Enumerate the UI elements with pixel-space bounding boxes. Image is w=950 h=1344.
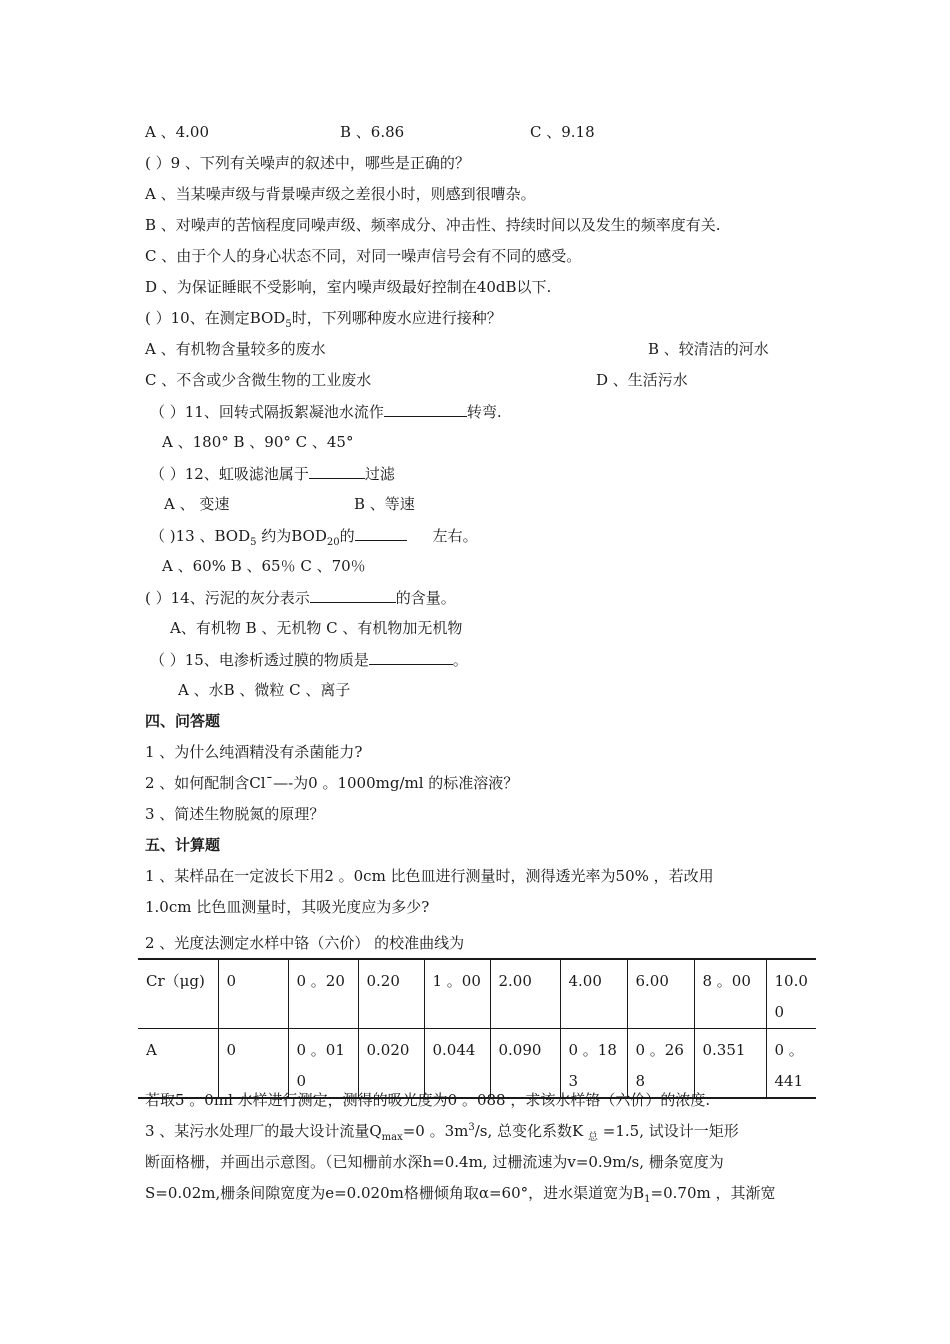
- table-cell: 0 。268: [627, 1029, 694, 1099]
- table-cell: 0: [218, 1029, 288, 1099]
- q3-l3-sub: 1: [644, 1194, 651, 1205]
- table-cell: 0.351: [694, 1029, 766, 1099]
- q13-options: A 、60% B 、65％ C 、70％: [162, 557, 366, 575]
- q12-stem-post: 过滤: [364, 465, 395, 483]
- table-cell: 0: [218, 959, 288, 1029]
- q3-l1-a: 3 、某污水处理厂的最大设计流量Q: [145, 1122, 382, 1140]
- q11-options: A 、180° B 、90° C 、45°: [162, 433, 354, 451]
- table-row: [138, 1029, 816, 1099]
- q3-l1-d: =1.5, 试设计一矩形: [598, 1122, 739, 1140]
- q13-stem: [150, 525, 478, 546]
- table-cell: 2.00: [490, 959, 560, 1029]
- q15-options: A 、水B 、微粒 C 、离子: [178, 681, 351, 699]
- q13-blank: [355, 525, 407, 541]
- q10-option-a: A 、有机物含量较多的废水: [145, 340, 326, 358]
- q11-stem: [150, 401, 502, 422]
- table-cell: 0 。183: [560, 1029, 627, 1099]
- section4-q3: 3 、简述生物脱氮的原理？: [145, 805, 325, 823]
- calibration-table: [138, 958, 816, 1099]
- q8-option-a: A 、4.00: [145, 123, 209, 141]
- q9-option-a: A 、当某噪声级与背景噪声级之差很小时，则感到很嘈杂。: [145, 185, 536, 203]
- section5-q2-after: 若取5 。0ml 水样进行测定，测得的吸光度为0 。088 ，求该水样铬（六价）的浓度.: [145, 1091, 711, 1109]
- q12-blank: [309, 463, 365, 479]
- q3-l1-sub: max: [381, 1132, 403, 1143]
- section5-title: 五、计算题: [145, 836, 221, 854]
- table-cell: 4.00: [560, 959, 627, 1029]
- section4-q1: 1 、为什么纯酒精没有杀菌能力?: [145, 743, 363, 761]
- q14-stem-post: 的含量。: [395, 589, 456, 607]
- q3-l1-sub2: 总: [588, 1132, 599, 1143]
- q15-stem: [150, 649, 468, 670]
- q10-stem-pre: ( ）10、在测定BOD: [145, 309, 286, 327]
- q9-option-d: D 、为保证睡眠不受影响，室内噪声级最好控制在40dB以下.: [145, 278, 552, 296]
- q11-blank: [384, 401, 467, 417]
- section5-q2-intro: 2 、光度法测定水样中铬（六价） 的校准曲线为: [145, 934, 465, 952]
- section5-q1-line1: 1 、某样品在一定波长下用2 。0cm 比色皿进行测量时，测得透光率为50% ，若改用: [145, 867, 714, 885]
- q10-option-b: B 、较清洁的河水: [648, 340, 769, 358]
- q3-l1-b: =0 。3m: [402, 1122, 469, 1140]
- q15-stem-post: 。: [452, 651, 468, 669]
- section4-title: 四、问答题: [145, 712, 221, 730]
- q14-stem-pre: ( ）14、污泥的灰分表示: [145, 589, 310, 607]
- q12-stem-pre: （ ）12、虹吸滤池属于: [150, 465, 309, 483]
- table-cell: 0.044: [424, 1029, 490, 1099]
- table-cell: Cr（μg): [138, 959, 218, 1029]
- q13-s1: 5: [250, 537, 257, 548]
- table-cell: 0 。20: [288, 959, 358, 1029]
- q10-stem-sub: 5: [285, 319, 292, 330]
- q8-option-b: B 、6.86: [340, 123, 405, 141]
- q14-stem: [145, 587, 456, 608]
- table-cell: 1 。00: [424, 959, 490, 1029]
- q3-l3-b: =0.70m ，其渐宽: [650, 1184, 776, 1202]
- q12-option-b: B 、等速: [354, 495, 415, 513]
- q3-l1-sup: 3: [468, 1122, 475, 1133]
- q10-stem-post: 时，下列哪种废水应进行接种？: [291, 309, 502, 327]
- q12-stem: [150, 463, 395, 484]
- section5-q3-line1: [145, 1121, 739, 1141]
- q13-p4: 左右。: [432, 527, 478, 545]
- table-cell: 0 。010: [288, 1029, 358, 1099]
- table-cell: 0.020: [358, 1029, 424, 1099]
- table-cell: 0.090: [490, 1029, 560, 1099]
- q14-options: A、有机物 B 、无机物 C 、有机物加无机物: [170, 619, 463, 637]
- q11-stem-pre: （ ）11、回转式隔扳絮凝池水流作: [150, 403, 384, 421]
- q10-option-c: C 、不含或少含微生物的工业废水: [145, 371, 372, 389]
- q13-s2: 20: [326, 537, 340, 548]
- q12-option-a: A 、 变速: [164, 495, 230, 513]
- q10-stem: [145, 308, 502, 328]
- section5-q3-line3: [145, 1183, 776, 1203]
- q15-stem-pre: （ ）15、电渗析透过膜的物质是: [150, 651, 369, 669]
- section5-q3-line2: 断面格栅，并画出示意图。（已知栅前水深h=0.4m, 过栅流速为v=0.9m/s, 栅条宽度为: [145, 1153, 724, 1171]
- q8-option-c: C 、9.18: [530, 123, 595, 141]
- q10-option-d: D 、生活污水: [596, 371, 688, 389]
- q3-l3-a: S=0.02m,栅条间隙宽度为e=0.020m格栅倾角取α=60°，进水渠道宽为B: [145, 1184, 645, 1202]
- table-cell: 6.00: [627, 959, 694, 1029]
- table-cell: 10.00: [766, 959, 816, 1029]
- q14-blank: [310, 587, 396, 603]
- q13-p3: 的: [339, 527, 355, 545]
- table-cell: 8 。00: [694, 959, 766, 1029]
- q15-blank: [369, 649, 453, 665]
- q13-p2: 约为BOD: [256, 527, 327, 545]
- q9-option-b: B 、对噪声的苦恼程度同噪声级、频率成分、冲击性、持续时间以及发生的频率度有关.: [145, 216, 721, 234]
- q9-option-c: C 、由于个人的身心状态不同，对同一噪声信号会有不同的感受。: [145, 247, 582, 265]
- table-cell: 0 。441: [766, 1029, 816, 1099]
- table-cell: 0.20: [358, 959, 424, 1029]
- section5-q1-line2: 1.0cm 比色皿测量时，其吸光度应为多少?: [145, 898, 430, 916]
- q3-l1-c: /s, 总变化系数K: [474, 1122, 589, 1140]
- q11-stem-post: 转弯.: [466, 403, 502, 421]
- table-cell: A: [138, 1029, 218, 1099]
- q13-p1: （ )13 、BOD: [150, 527, 251, 545]
- table-row: [138, 959, 816, 1029]
- section4-q2: 2 、如何配制含Cl¯—-为0 。1000mg/ml 的标准溶液？: [145, 774, 519, 792]
- q9-stem: ( ）9 、下列有关噪声的叙述中，哪些是正确的？: [145, 154, 470, 172]
